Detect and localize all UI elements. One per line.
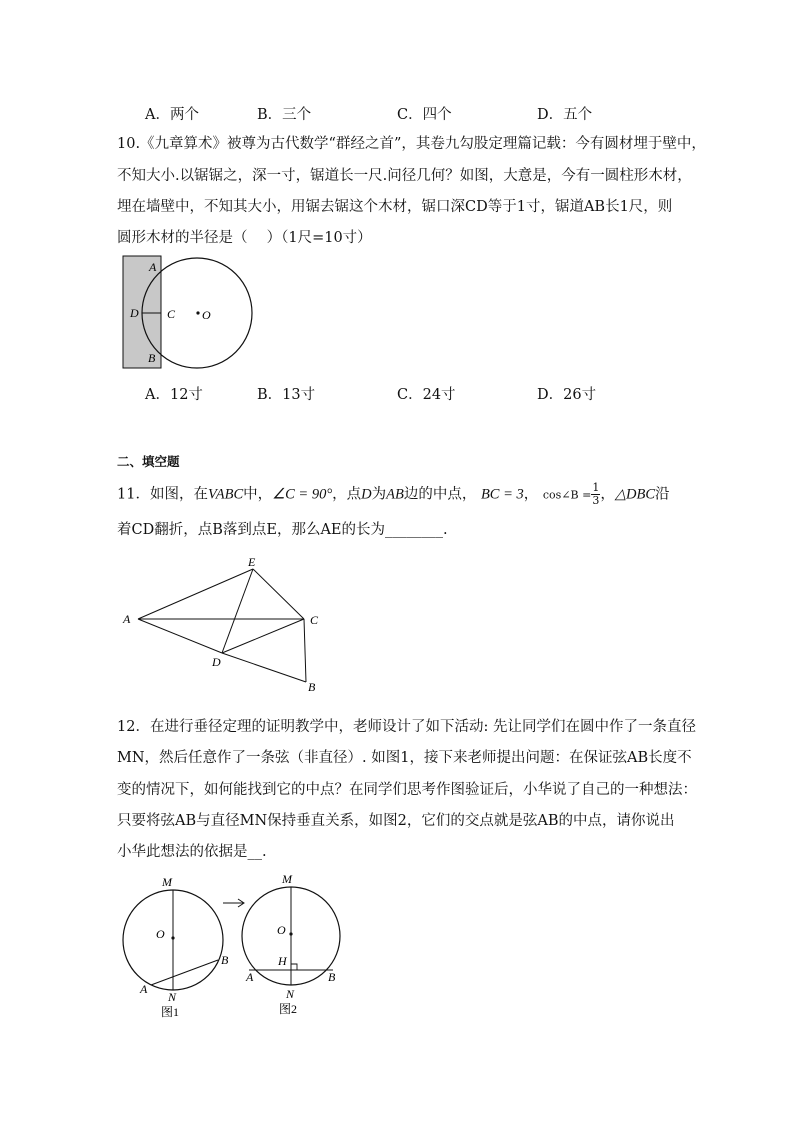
q10-center-dot — [196, 311, 199, 314]
q11-edge-cb — [304, 619, 306, 682]
q12-fig2-label-m: M — [282, 872, 292, 886]
q11-point-d: D — [361, 486, 372, 503]
q11-figure — [118, 552, 328, 697]
q11-edge-ec — [253, 569, 304, 619]
q11-text-b: 中， — [243, 486, 273, 503]
q11-line-1 — [117, 482, 670, 507]
q11-frac-num: 1 — [592, 481, 600, 494]
q10-line-1: 10.《九章算术》被尊为古代数学“群经之首”，其卷九勾股定理篇记载：今有圆材埋于壁中， — [117, 136, 706, 152]
q12-fig2-label-n: N — [286, 987, 295, 1001]
q11-text-e: 边的中点， — [403, 486, 477, 503]
q11-segment-ab: AB — [386, 486, 404, 503]
q11-edge-db — [222, 653, 306, 682]
q11-angle: ∠C = 90° — [272, 486, 333, 503]
q11-label-e: E — [248, 555, 256, 569]
q11-line-2: 着CD翻折，点B落到点E，那么AE的长为________. — [117, 522, 448, 538]
q11-text-f: ， — [523, 486, 539, 503]
q10-label-a: A — [149, 260, 157, 274]
q11-text-h: 沿 — [655, 486, 670, 503]
q10-label-o: O — [202, 308, 211, 322]
q12-line-5: 小华此想法的依据是__. — [117, 844, 267, 860]
q12-figures — [115, 868, 355, 1023]
q11-label-b: B — [308, 680, 316, 694]
q11-bc: BC = 3 — [480, 486, 524, 503]
q10-option-d: D．26寸 — [537, 387, 597, 403]
q10-line-3: 埋在墙壁中，不知其大小，用锯去锯这个木材，锯口深CD等于1寸，锯道AB长1尺，则 — [117, 199, 673, 215]
q12-fig1-label-n: N — [168, 990, 177, 1004]
q12-fig2-label-b: B — [328, 970, 336, 984]
q11-text-d: 为 — [371, 486, 387, 503]
q11-text-c: ，点 — [332, 486, 362, 503]
q9-option-c: C．四个 — [397, 107, 452, 123]
q12-fig2-right-angle-mark — [291, 964, 297, 970]
q12-fig2-label-h: H — [278, 954, 287, 968]
q11-label-d: D — [212, 655, 221, 669]
q10-option-c: C．24寸 — [397, 387, 456, 403]
q11-label-a: A — [123, 612, 131, 626]
q12-line-3: 变的情况下，如何能找到它的中点？在同学们思考作图验证后，小华说了自己的一种想法： — [117, 782, 697, 798]
q10-figure — [115, 252, 260, 374]
q11-triangle-dbc: △DBC — [614, 486, 655, 503]
q11-frac-den: 3 — [592, 494, 600, 507]
q11-edge-ae — [138, 569, 253, 619]
q12-fig1-label-m: M — [162, 875, 172, 889]
q10-label-c: C — [167, 307, 176, 321]
q11-edge-dc — [222, 619, 304, 653]
q9-option-d: D．五个 — [537, 107, 593, 123]
q10-line-4: 圆形木材的半径是（ ）（1尺=10寸） — [117, 230, 372, 246]
q12-fig1-caption: 图1 — [161, 1005, 180, 1019]
section-title-fill-in: 二、填空题 — [117, 454, 180, 469]
q11-text-g: ， — [600, 486, 615, 503]
q12-fig2-label-o: O — [277, 923, 286, 937]
q10-label-b: B — [148, 351, 156, 365]
q12-fig2-label-a: A — [246, 970, 254, 984]
q10-option-a: A．12寸 — [145, 387, 203, 403]
q11-fraction — [591, 482, 600, 507]
q12-fig1-center-dot — [171, 936, 174, 939]
q12-figure-1 — [123, 875, 229, 1019]
q12-line-2: MN，然后任意作了一条弦（非直径）. 如图1，接下来老师提出问题：在保证弦AB长度不 — [117, 750, 692, 766]
q12-fig1-chord-ab — [151, 960, 218, 985]
q12-fig1-label-a: A — [140, 982, 148, 996]
q9-option-b: B．三个 — [257, 107, 312, 123]
q11-label-c: C — [310, 613, 319, 627]
q11-edge-ad — [138, 619, 222, 653]
q11-triangle: VABC — [207, 486, 244, 503]
q11-text-a: 11．如图，在 — [117, 486, 208, 503]
q11-cos: cos∠B = — [542, 488, 592, 502]
q10-label-d: D — [130, 306, 139, 320]
arrow-right-icon — [223, 899, 244, 907]
q11-edge-ed — [222, 569, 253, 653]
q12-fig1-label-o: O — [156, 927, 165, 941]
q10-option-b: B．13寸 — [257, 387, 316, 403]
q10-line-2: 不知大小.以锯锯之，深一寸，锯道长一尺.问径几何？如图，大意是，今有一圆柱形木材， — [117, 168, 692, 184]
q12-line-4: 只要将弦AB与直径MN保持垂直关系，如图2，它们的交点就是弦AB的中点，请你说出 — [117, 813, 675, 829]
q9-option-a: A．两个 — [145, 107, 199, 123]
q12-fig2-center-dot — [289, 932, 292, 935]
q12-figure-2 — [242, 872, 340, 1016]
q12-fig2-caption: 图2 — [279, 1002, 298, 1016]
q12-line-1: 12．在进行垂径定理的证明教学中，老师设计了如下活动: 先让同学们在圆中作了一条直径 — [117, 719, 696, 735]
q12-fig1-label-b: B — [221, 953, 229, 967]
